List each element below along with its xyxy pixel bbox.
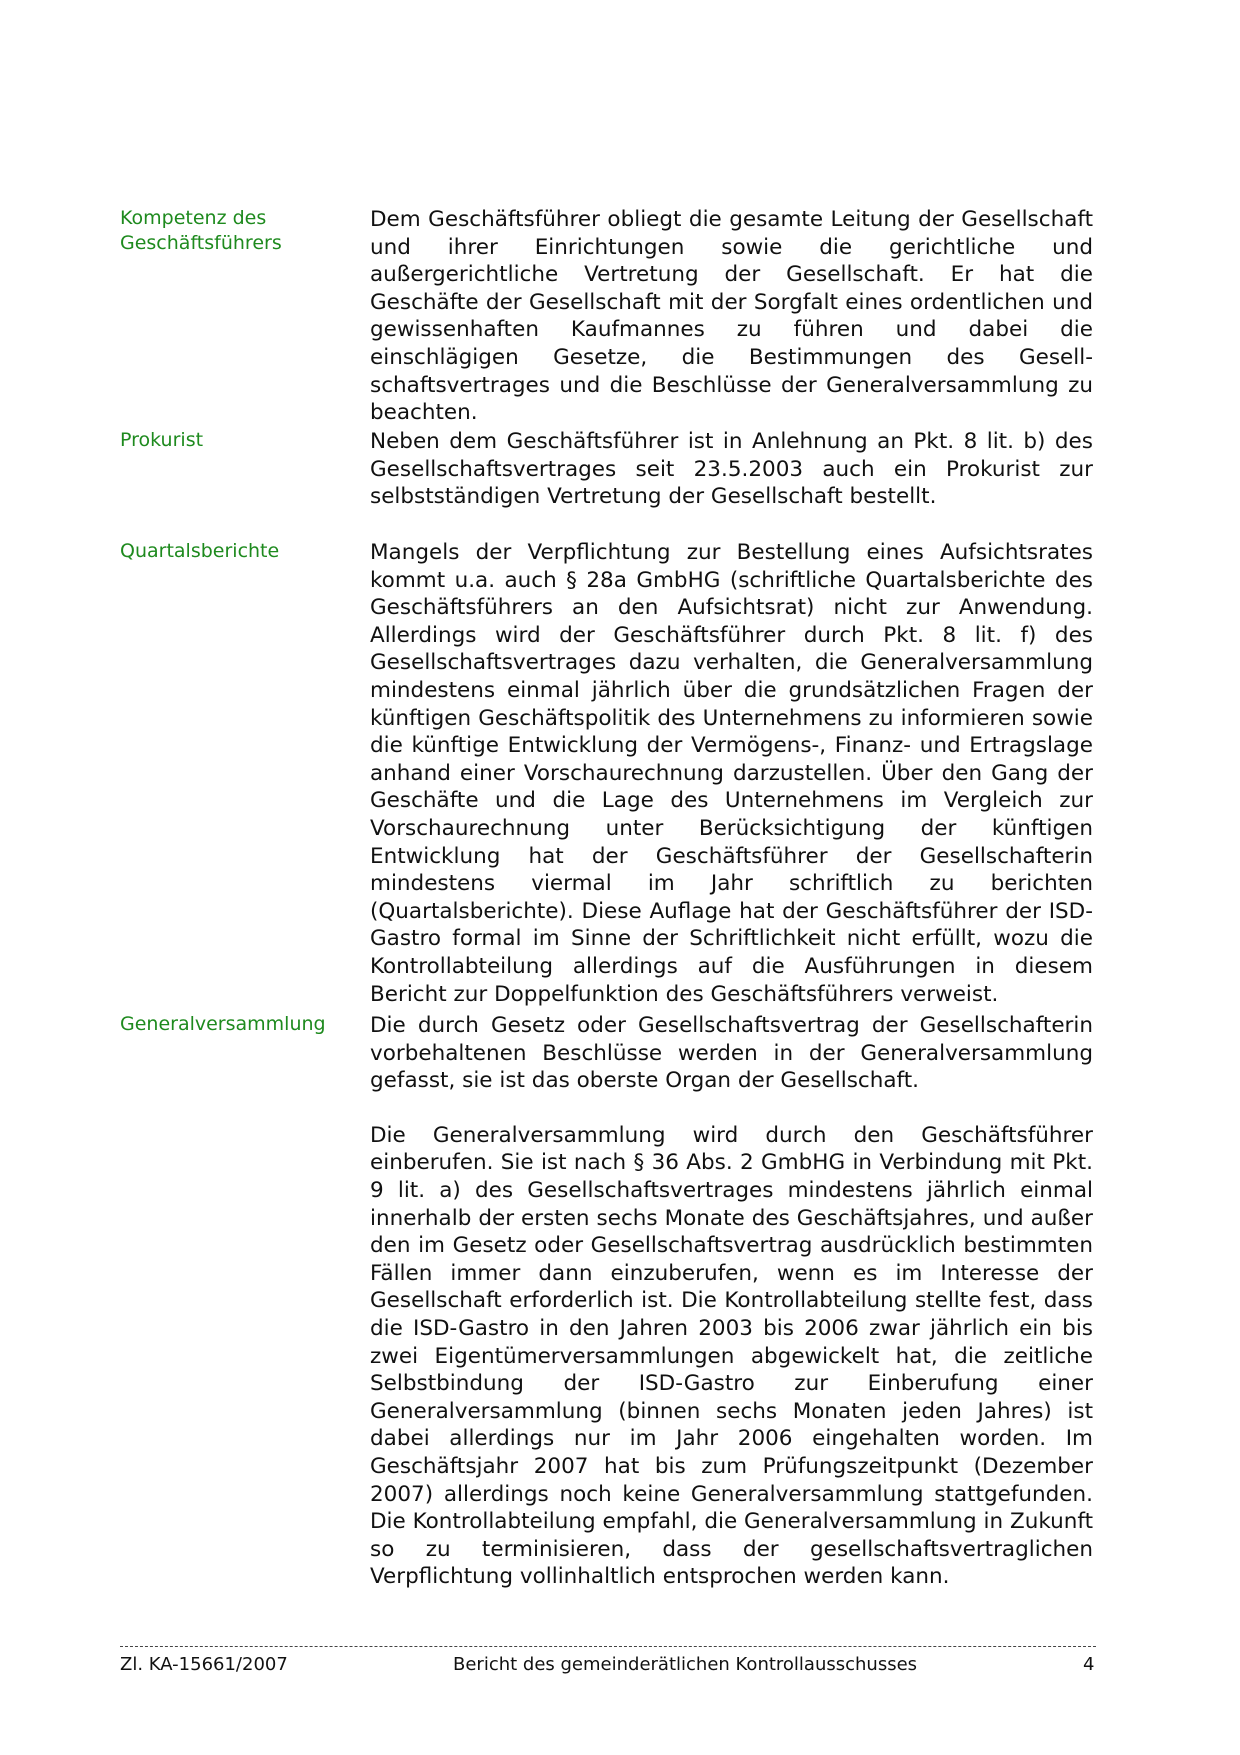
side-label-line: Prokurist bbox=[120, 429, 204, 451]
body-text-prokurist bbox=[370, 428, 1093, 511]
side-label-line: Generalversammlung bbox=[120, 1013, 326, 1035]
footer-page-number: 4 bbox=[1083, 1654, 1095, 1675]
side-label-line: Quartalsberichte bbox=[120, 540, 280, 562]
footer-reference: Zl. KA-15661/2007 bbox=[120, 1654, 288, 1675]
paragraph: Die durch Gesetz oder Gesellschaftsvertrag der Gesellschafterin vorbehaltenen Beschlüsse werden in der Generalversammlung gefasst, sie ist das oberste Organ der Gesellschaft. bbox=[370, 1013, 1093, 1094]
side-label-line: Kompetenz des bbox=[120, 207, 267, 229]
side-label-generalversammlung bbox=[120, 1012, 350, 1037]
footer-title: Bericht des gemeinderätlichen Kontrollausschusses bbox=[453, 1654, 918, 1675]
paragraph: Dem Geschäftsführer obliegt die gesamte Leitung der Gesellschaft und ihrer Einrichtungen sowie die gerichtliche und außergerichtliche Vertretung der Gesellschaft. Er hat die Geschäfte der Gesellschaft mit der Sorgfalt eines ordentlichen und gewissenhaften Kaufmannes zu führen und dabei die einschlägigen Gesetze, die Bestimmungen des Gesellschaftsvertrages und die Beschlüsse der Generalversammlung zu beachten. bbox=[370, 207, 1093, 426]
paragraph: Die Generalversammlung wird durch den Geschäftsführer einberufen. Sie ist nach § 36 Abs. 2 GmbHG in Verbindung mit Pkt. 9 lit. a) des Gesellschaftsvertrages mindestens jährlich einmal innerhalb der ersten sechs Monate des Geschäftsjahres, und außer den im Gesetz oder Gesellschaftsvertrag ausdrücklich bestimmten Fällen immer dann einzuberufen, wenn es im Interesse der Gesellschaft erforderlich ist. Die Kontrollabteilung stellte fest, dass die ISD-Gastro in den Jahren 2003 bis 2006 zwar jährlich ein bis zwei Eigentümerversammlungen abgewickelt hat, die zeitliche Selbstbindung der ISD-Gastro zur Einberufung einer Generalversammlung (binnen sechs Monaten jeden Jahres) ist dabei allerdings nur im Jahr 2006 eingehalten worden. Im Geschäftsjahr 2007 hat bis zum Prüfungszeitpunkt (Dezember 2007) allerdings noch keine Generalversammlung stattgefunden. Die Kontrollabteilung empfahl, die Generalversammlung in Zukunft so zu terminisieren, dass der gesellschaftsvertraglichen Verpflichtung vollinhaltlich entsprochen werden kann. bbox=[370, 1122, 1093, 1590]
paragraph: Mangels der Verpflichtung zur Bestellung eines Aufsichtsrates kommt u.a. auch § 28a GmbHG (schriftliche Quartalsberichte des Geschäftsführers an den Aufsichtsrat) nicht zur Anwendung. Allerdings wird der Geschäftsführer durch Pkt. 8 lit. f) des Gesellschaftsvertrages dazu verhalten, die Generalversammlung mindestens einmal jährlich über die grundsätzlichen Fragen der künftigen Geschäftspolitik des Unternehmens zu informieren sowie die künftige Entwicklung der Vermögens-, Finanz- und Ertragslage anhand einer Vorschaurechnung darzustellen. Über den Gang der Geschäfte und die Lage des Unternehmens im Vergleich zur Vorschaurechnung unter Berücksichtigung der künftigen Entwicklung hat der Geschäftsführer der Gesellschafterin mindestens viermal im Jahr schriftlich zu berichten (Quartalsberichte). Diese Auflage hat der Geschäftsführer der ISD-Gastro formal im Sinne der Schriftlichkeit nicht erfüllt, wozu die Kontrollabteilung allerdings auf die Ausführungen in diesem Bericht zur Doppelfunktion des Geschäftsführers verweist. bbox=[370, 540, 1093, 1007]
body-text-quartalsberichte bbox=[370, 539, 1093, 1008]
paragraph: Neben dem Geschäftsführer ist in Anlehnung an Pkt. 8 lit. b) des Gesellschaftsvertrages seit 23.5.2003 auch ein Prokurist zur selbstständigen Vertretung der Gesellschaft bestellt. bbox=[370, 429, 1093, 510]
side-label-quartalsberichte bbox=[120, 539, 350, 564]
footer-divider bbox=[120, 1646, 1096, 1647]
body-text-kompetenz bbox=[370, 206, 1093, 427]
side-label-prokurist bbox=[120, 428, 350, 453]
body-text-generalversammlung bbox=[370, 1012, 1093, 1591]
side-label-line: Geschäftsführers bbox=[120, 232, 282, 254]
side-label-kompetenz bbox=[120, 206, 350, 256]
